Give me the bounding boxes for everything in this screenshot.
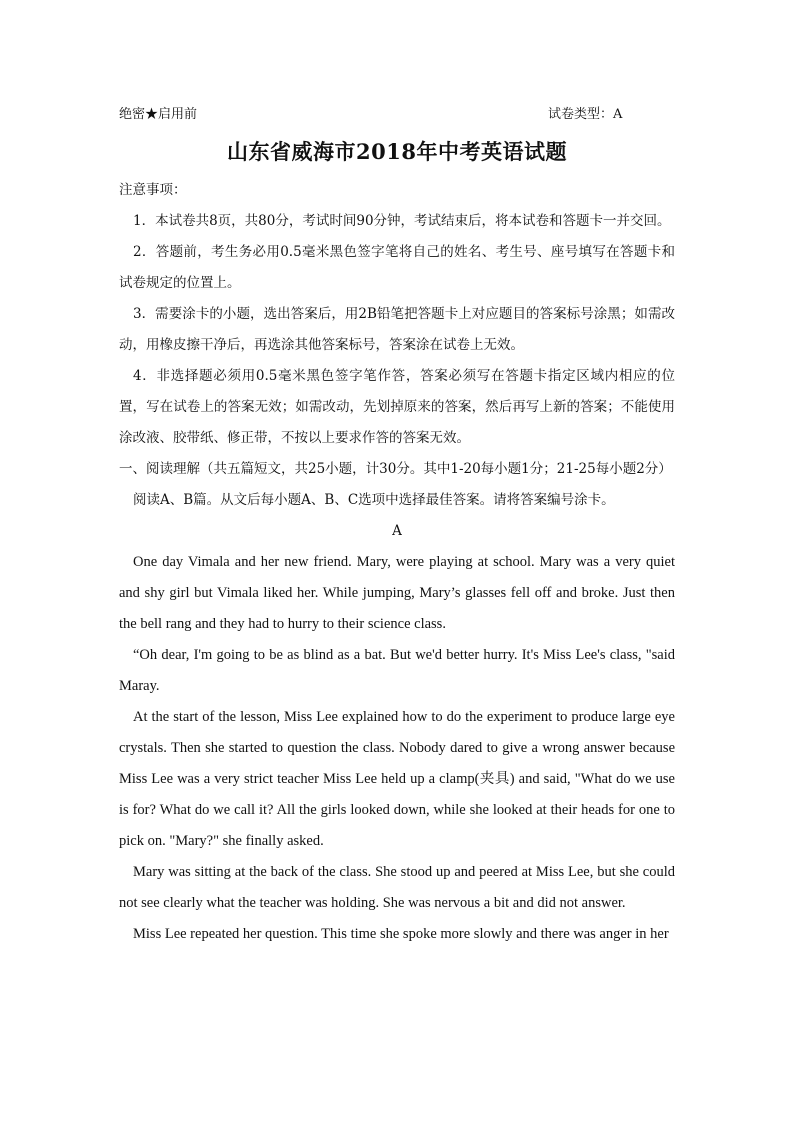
section-heading: 一、阅读理解（共五篇短文，共25小题，计30分。其中1-20每小题1分；21-25每小题2分） — [119, 461, 672, 477]
passage-paragraph-4: Mary was sitting at the back of the class. She stood up and peered at Miss Lee, but she could not see clearly what the teacher was holding. She was nervous a bit and did not answer. — [119, 864, 675, 911]
document-body — [119, 175, 675, 950]
notice-item-1: 1．本试卷共8页，共80分，考试时间90分钟，考试结束后，将本试卷和答题卡一并交回。 — [133, 213, 671, 229]
confidential-label: 绝密★启用前 — [119, 107, 198, 122]
passage-paragraph-1: One day Vimala and her new friend. Mary, were playing at school. Mary was a very quiet and shy girl but Vimala liked her. While jumping, Mary’s glasses fell off and broke. Just then the bell rang and they had to hurry to their science class. — [119, 554, 675, 632]
passage-paragraph-3: At the start of the lesson, Miss Lee explained how to do the experiment to produce large eye crystals. Then she started to question the class. Nobody dared to give a wrong answer because Miss Lee was a very strict teacher Miss Lee held up a clamp(夹具) and said, "What do we use is for? What do we call it? All the girls looked down, while she looked at their heads for one to pick on. "Mary?" she finally asked. — [119, 709, 675, 849]
passage-paragraph-5: Miss Lee repeated her question. This time she spoke more slowly and there was anger in her — [133, 926, 669, 942]
section-instruction: 阅读A、B篇。从文后每小题A、B、C选项中选择最佳答案。请将答案编号涂卡。 — [133, 492, 615, 508]
notice-item-3: 3．需要涂卡的小题，选出答案后，用2B铅笔把答题卡上对应题目的答案标号涂黑；如需改动，用橡皮擦干净后，再选涂其他答案标号，答案涂在试卷上无效。 — [119, 306, 675, 353]
paper-type-label: 试卷类型：A — [548, 107, 623, 122]
notice-heading: 注意事项： — [119, 182, 187, 198]
passage-label: A — [392, 523, 402, 539]
passage-paragraph-2: “Oh dear, I'm going to be as blind as a bat. But we'd better hurry. It's Miss Lee's class, "said Maray. — [119, 647, 675, 694]
notice-item-4: 4．非选择题必须用0.5毫米黑色签字笔作答，答案必须写在答题卡指定区域内相应的位置，写在试卷上的答案无效；如需改动，先划掉原来的答案，然后再写上新的答案；不能使用涂改液、胶带纸、修正带，不按以上要求作答的答案无效。 — [119, 368, 675, 446]
page-title: 山东省威海市2018年中考英语试题 — [227, 139, 567, 164]
notice-item-2: 2．答题前，考生务必用0.5毫米黑色签字笔将自己的姓名、考生号、座号填写在答题卡和试卷规定的位置上。 — [119, 244, 675, 291]
